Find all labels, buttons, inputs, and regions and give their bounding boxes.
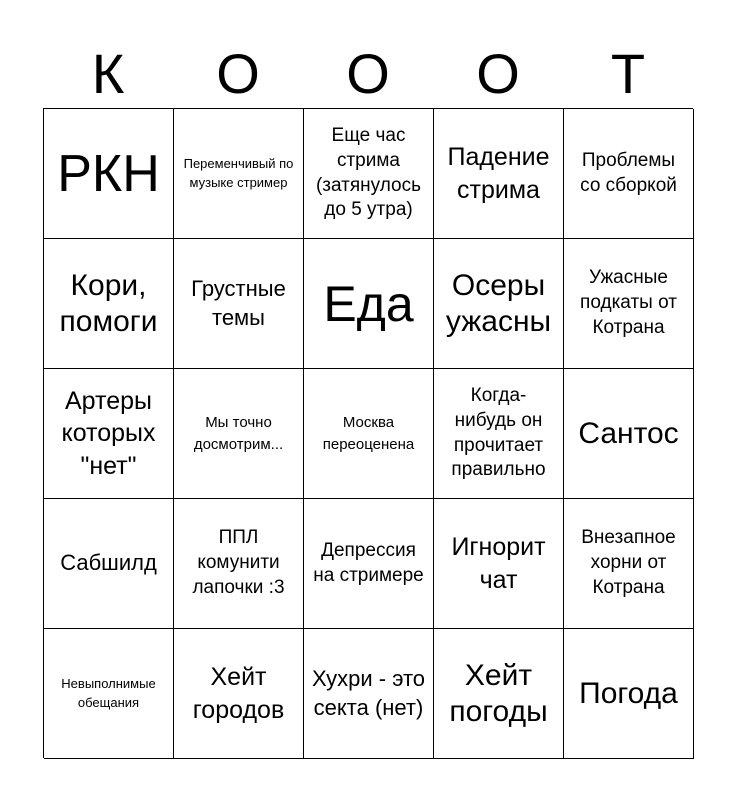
bingo-board [43,108,693,758]
cell-text: Хейт погоды [449,658,548,728]
bingo-cell[interactable] [564,239,694,369]
bingo-cell[interactable] [564,629,694,759]
cell-text: Москва переоценена [322,413,415,453]
cell-text: РКН [57,144,160,203]
bingo-cell[interactable] [174,239,304,369]
bingo-cell[interactable] [44,629,174,759]
cell-text: Погода [579,676,678,710]
bingo-cell[interactable] [434,109,564,239]
bingo-cell[interactable] [174,109,304,239]
cell-text: ППЛ комунити лапочки :3 [192,527,285,598]
header-letter-2: О [216,42,260,105]
cell-text: Внезапное хорни от Котрана [581,527,676,598]
bingo-cell[interactable] [174,629,304,759]
bingo-cell[interactable] [304,239,434,369]
cell-text: Сантос [578,416,679,450]
bingo-cell[interactable] [174,369,304,499]
cell-text: Ужасные подкаты от Котрана [580,267,677,338]
bingo-cell[interactable] [44,499,174,629]
cell-text: Хейт городов [192,663,285,724]
bingo-cell[interactable] [304,109,434,239]
header-letter-5: Т [610,42,646,105]
bingo-cell[interactable] [434,369,564,499]
cell-text: Мы точно досмотрим... [193,413,284,453]
cell-text: Сабшилд [60,550,157,576]
bingo-cell[interactable] [44,109,174,239]
cell-text: Депрессия на стримере [313,539,424,586]
bingo-cell[interactable] [304,499,434,629]
header-letter-1: К [91,42,125,105]
cell-text: Переменчивый по музыке стример [183,155,294,190]
bingo-cell[interactable] [304,369,434,499]
cell-text: Грустные темы [191,275,286,330]
header-letter-3: О [346,42,390,105]
header-letter-4: О [476,42,520,105]
bingo-cell[interactable] [564,369,694,499]
cell-text: Осеры ужасны [445,268,552,338]
cell-text: Когда-нибудь он прочитает правильно [451,385,546,481]
bingo-cell[interactable] [44,369,174,499]
bingo-cell[interactable] [44,239,174,369]
bingo-cell[interactable] [434,239,564,369]
cell-text: Хухри - это секта (нет) [311,665,426,720]
bingo-cell[interactable] [434,499,564,629]
bingo-cell[interactable] [564,109,694,239]
cell-text: Артеры которых "нет" [61,386,156,480]
cell-text: Невыполнимые обещания [61,675,156,710]
cell-text: Еда [323,275,414,332]
cell-text: Кори, помоги [59,268,158,338]
cell-text: Игнорит чат [451,533,546,594]
bingo-cell[interactable] [174,499,304,629]
cell-text: Еще час стрима (затянулось до 5 утра) [315,125,422,221]
bingo-header [43,40,693,108]
bingo-cell[interactable] [564,499,694,629]
bingo-cell[interactable] [304,629,434,759]
cell-text: Проблемы со сборкой [580,149,677,196]
bingo-cell[interactable] [434,629,564,759]
cell-text: Падение стрима [447,143,550,204]
